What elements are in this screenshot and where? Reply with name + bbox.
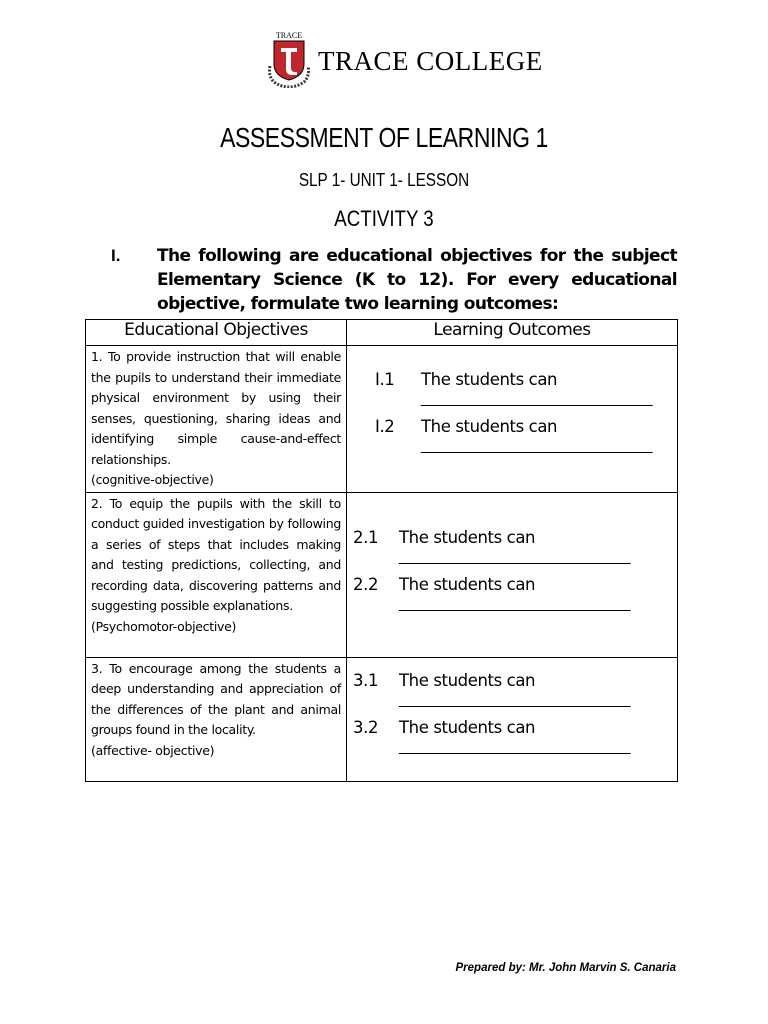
outcome-number: 3.2 bbox=[353, 717, 379, 737]
outcome-cell bbox=[347, 492, 678, 657]
outcome-line bbox=[375, 370, 652, 389]
outcome-text: The students can bbox=[421, 417, 558, 436]
outcome-number: 2.2 bbox=[353, 574, 379, 594]
objectives-table bbox=[85, 319, 678, 782]
page-subtitle: SLP 1- UNIT 1- LESSON bbox=[298, 170, 470, 190]
table-row bbox=[86, 492, 678, 657]
answer-blank[interactable]: __________________________ bbox=[421, 390, 653, 407]
outcome-number: 3.1 bbox=[353, 670, 379, 690]
answer-blank[interactable]: __________________________ bbox=[421, 437, 653, 454]
college-header bbox=[264, 30, 543, 88]
objective-cell bbox=[86, 657, 347, 781]
answer-blank[interactable]: __________________________ bbox=[399, 690, 631, 708]
header-learning-outcomes: Learning Outcomes bbox=[347, 320, 678, 346]
activity-heading: ACTIVITY 3 bbox=[334, 206, 434, 231]
outcome-line bbox=[353, 671, 630, 690]
table-header-row bbox=[86, 320, 678, 346]
answer-blank[interactable]: __________________________ bbox=[399, 547, 631, 565]
objective-type: (affective- objective) bbox=[91, 742, 215, 758]
objective-cell bbox=[86, 492, 347, 657]
outcome-cell bbox=[347, 657, 678, 781]
college-name: TRACE COLLEGE bbox=[318, 45, 543, 76]
header-educational-objectives: Educational Objectives bbox=[86, 320, 347, 346]
objective-text: 3. To encourage among the students a deep understanding and appreciation of the differences of the plant and animal groups found in the locality. bbox=[91, 660, 341, 737]
page-title: ASSESSMENT OF LEARNING 1 bbox=[220, 122, 548, 153]
outcome-number: 2.1 bbox=[353, 527, 379, 547]
outcome-text: The students can bbox=[399, 670, 536, 690]
outcome-cell bbox=[347, 346, 678, 493]
college-seal-icon bbox=[264, 30, 314, 88]
outcome-line bbox=[375, 417, 652, 436]
outcome-text: The students can bbox=[399, 717, 536, 737]
table-row bbox=[86, 346, 678, 493]
objective-type: (Psychomotor-objective) bbox=[91, 618, 237, 634]
outcome-text: The students can bbox=[399, 527, 536, 547]
prepared-by: Prepared by: Mr. John Marvin S. Canaria bbox=[455, 962, 676, 974]
outcome-text: The students can bbox=[421, 370, 558, 389]
answer-blank[interactable]: __________________________ bbox=[399, 737, 631, 755]
seal-text: TRACE bbox=[275, 31, 303, 40]
table-row bbox=[86, 657, 678, 781]
outcome-number: I.1 bbox=[375, 370, 395, 389]
objective-type: (cognitive-objective) bbox=[91, 472, 214, 487]
instruction-number: I. bbox=[111, 246, 121, 265]
outcome-line bbox=[353, 575, 630, 594]
outcome-number: I.2 bbox=[375, 417, 395, 436]
objective-text: 2. To equip the pupils with the skill to conduct guided investigation by following a series of steps that includes making and testing predictions, collecting, and recording data, discovering patterns and suggesting possible explanations. bbox=[91, 495, 341, 613]
outcome-line bbox=[353, 718, 630, 737]
outcome-text: The students can bbox=[399, 574, 536, 594]
objective-text: 1. To provide instruction that will enable the pupils to understand their immediate physical environment by using their senses, questioning, sharing ideas and identifying simple cause-and-effect relationships. bbox=[91, 349, 341, 467]
outcome-line bbox=[353, 528, 630, 547]
instruction-text: The following are educational objectives for the subject Elementary Science (K to 12). For every educational objective, formulate two learning outcomes: bbox=[157, 246, 677, 314]
objective-cell bbox=[86, 346, 347, 493]
answer-blank[interactable]: __________________________ bbox=[399, 594, 631, 612]
